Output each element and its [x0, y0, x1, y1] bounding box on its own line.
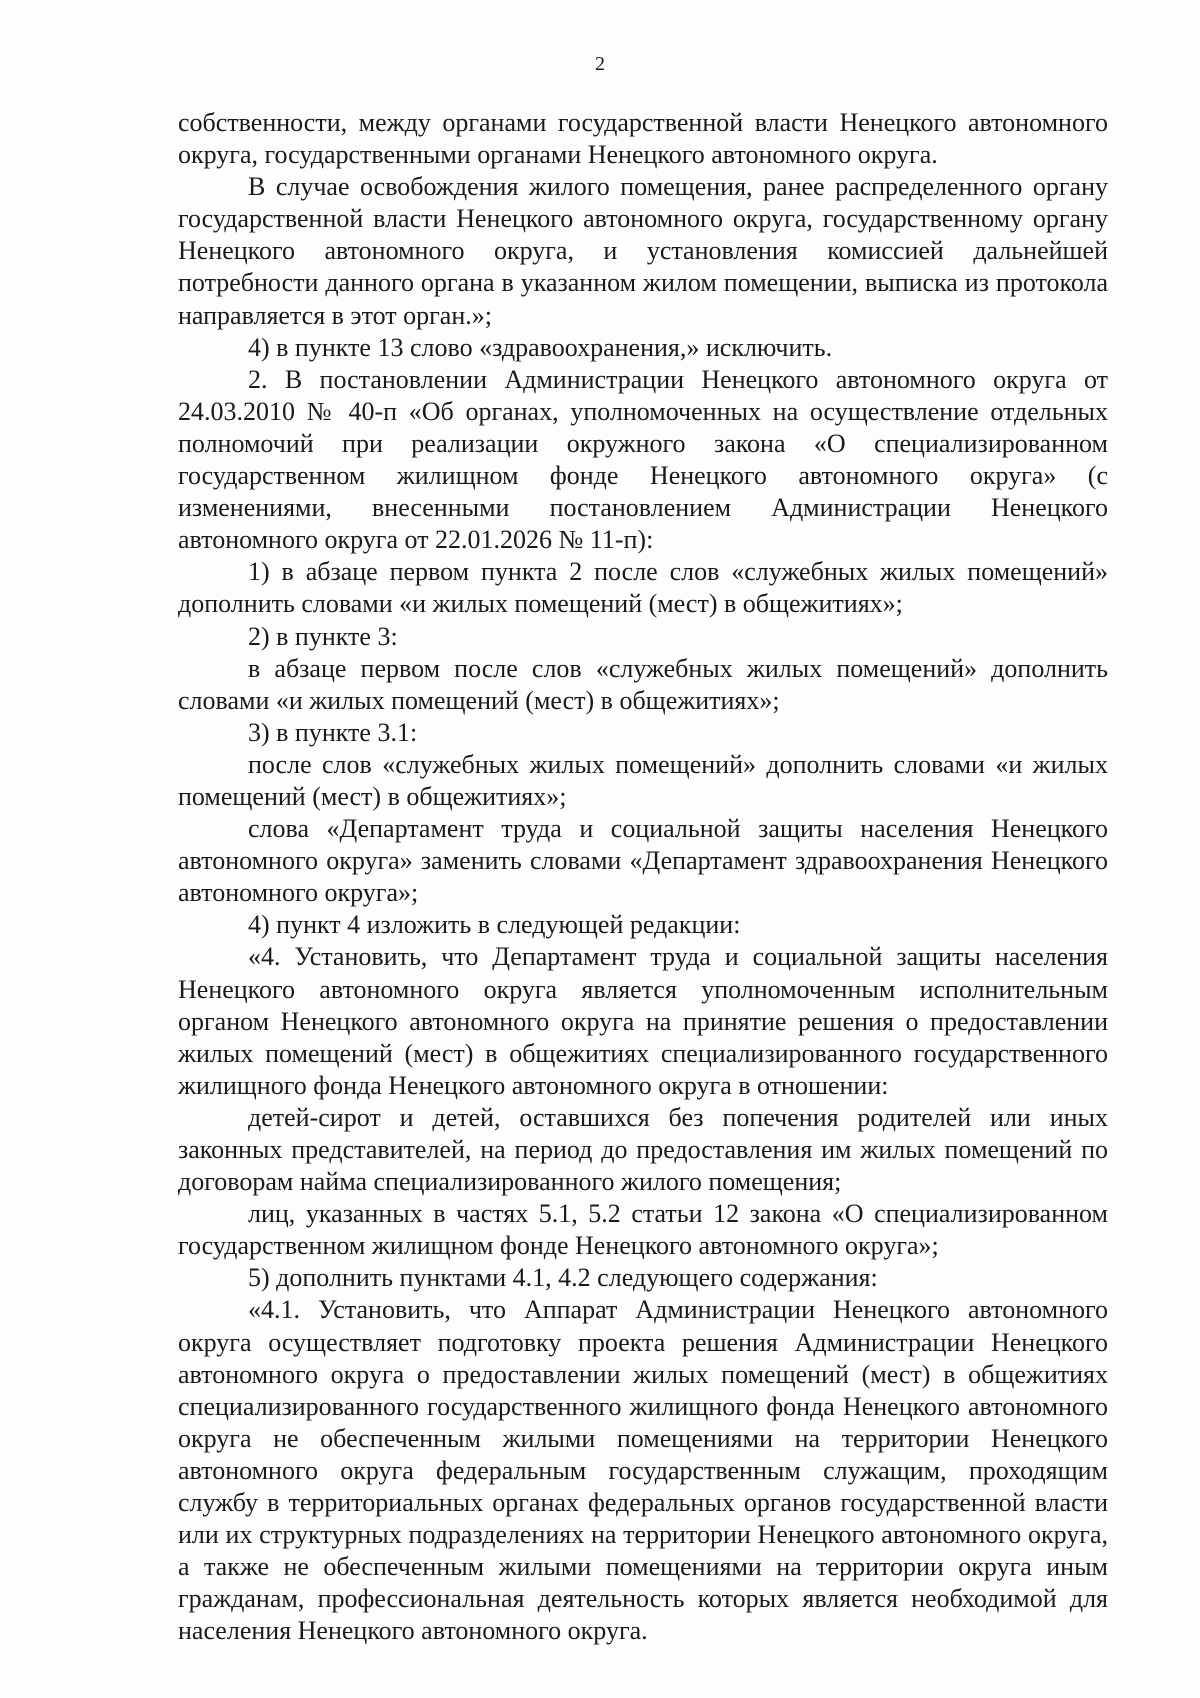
paragraph-item-5: 5) дополнить пунктами 4.1, 4.2 следующего содержания: — [248, 1263, 878, 1293]
document-body — [178, 107, 1108, 1648]
paragraph-persons-5-1-5-2: лиц, указанных в частях 5.1, 5.2 статьи 12 закона «О специализированном государственном жилищном фонде Ненецкого автономного округа»; — [178, 1199, 1108, 1261]
paragraph-orphans: детей-сирот и детей, оставшихся без попечения родителей или иных законных представителей, на период до предоставления им жилых помещений по договорам найма специализированного жилого помещения; — [178, 1102, 1108, 1197]
paragraph-continuation: собственности, между органами государственной власти Ненецкого автономного округа, государственными органами Ненецкого автономного округа. — [178, 108, 1108, 170]
paragraph-vacancy-procedure: В случае освобождения жилого помещения, ранее распределенного органу государственной власти Ненецкого автономного округа, государственному органу Ненецкого автономного округа, и установления комиссией дальнейшей потребности данного органа в указанном жилом помещении, выписка из протокола направляется в этот орган.»; — [178, 172, 1108, 330]
paragraph-item-4-clause-13: 4) в пункте 13 слово «здравоохранения,» исключить. — [248, 332, 833, 362]
paragraph-clause-4-1: «4.1. Установить, что Аппарат Администрации Ненецкого автономного округа осуществляет подготовку проекта решения Администрации Ненецкого автономного округа о предоставлении жилых помещений (мест) в общежитиях специализированного государственного жилищного фонда Ненецкого автономного округа не обеспеченным жилыми помещениями на территории Ненецкого автономного округа федеральным государственным служащим, проходящим службу в территориальных органах федеральных органов государственной власти или их структурных подразделениях на территории Ненецкого автономного округа, а также не обеспеченным жилыми помещениями на территории округа иным гражданам, профессиональная деятельность которых является необходимой для населения Ненецкого автономного округа. — [178, 1295, 1108, 1646]
paragraph-item-3-text-a: после слов «служебных жилых помещений» дополнить словами «и жилых помещений (мест) в общежитиях»; — [178, 749, 1108, 811]
paragraph-item-2-text: в абзаце первом после слов «служебных жилых помещений» дополнить словами «и жилых помещений (мест) в общежитиях»; — [178, 653, 1108, 715]
paragraph-item-1: 1) в абзаце первом пункта 2 после слов «служебных жилых помещений» дополнить словами «и жилых помещений (мест) в общежитиях»; — [178, 557, 1108, 619]
paragraph-item-4: 4) пункт 4 изложить в следующей редакции: — [248, 910, 741, 940]
page-number: 2 — [595, 53, 605, 75]
paragraph-item-3-text-b: слова «Департамент труда и социальной защиты населения Ненецкого автономного округа» заменить словами «Департамент здравоохранения Ненецкого автономного округа»; — [178, 814, 1108, 908]
paragraph-item-2: 2) в пункте 3: — [248, 621, 398, 651]
paragraph-clause-4-text: «4. Установить, что Департамент труда и социальной защиты населения Ненецкого автономного округа является уполномоченным исполнительным органом Ненецкого автономного округа на принятие решения о предоставлении жилых помещений (мест) в общежитиях специализированного государственного жилищного фонда Ненецкого автономного округа в отношении: — [178, 942, 1108, 1100]
paragraph-section-2: 2. В постановлении Администрации Ненецкого автономного округа от 24.03.2010 № 40-п «Об органах, уполномоченных на осуществление отдельных полномочий при реализации окружного закона «О специализированном государственном жилищном фонде Ненецкого автономного округа» (с изменениями, внесенными постановлением Администрации Ненецкого автономного округа от 22.01.2026 № 11-п): — [178, 364, 1108, 555]
paragraph-item-3: 3) в пункте 3.1: — [248, 717, 418, 747]
